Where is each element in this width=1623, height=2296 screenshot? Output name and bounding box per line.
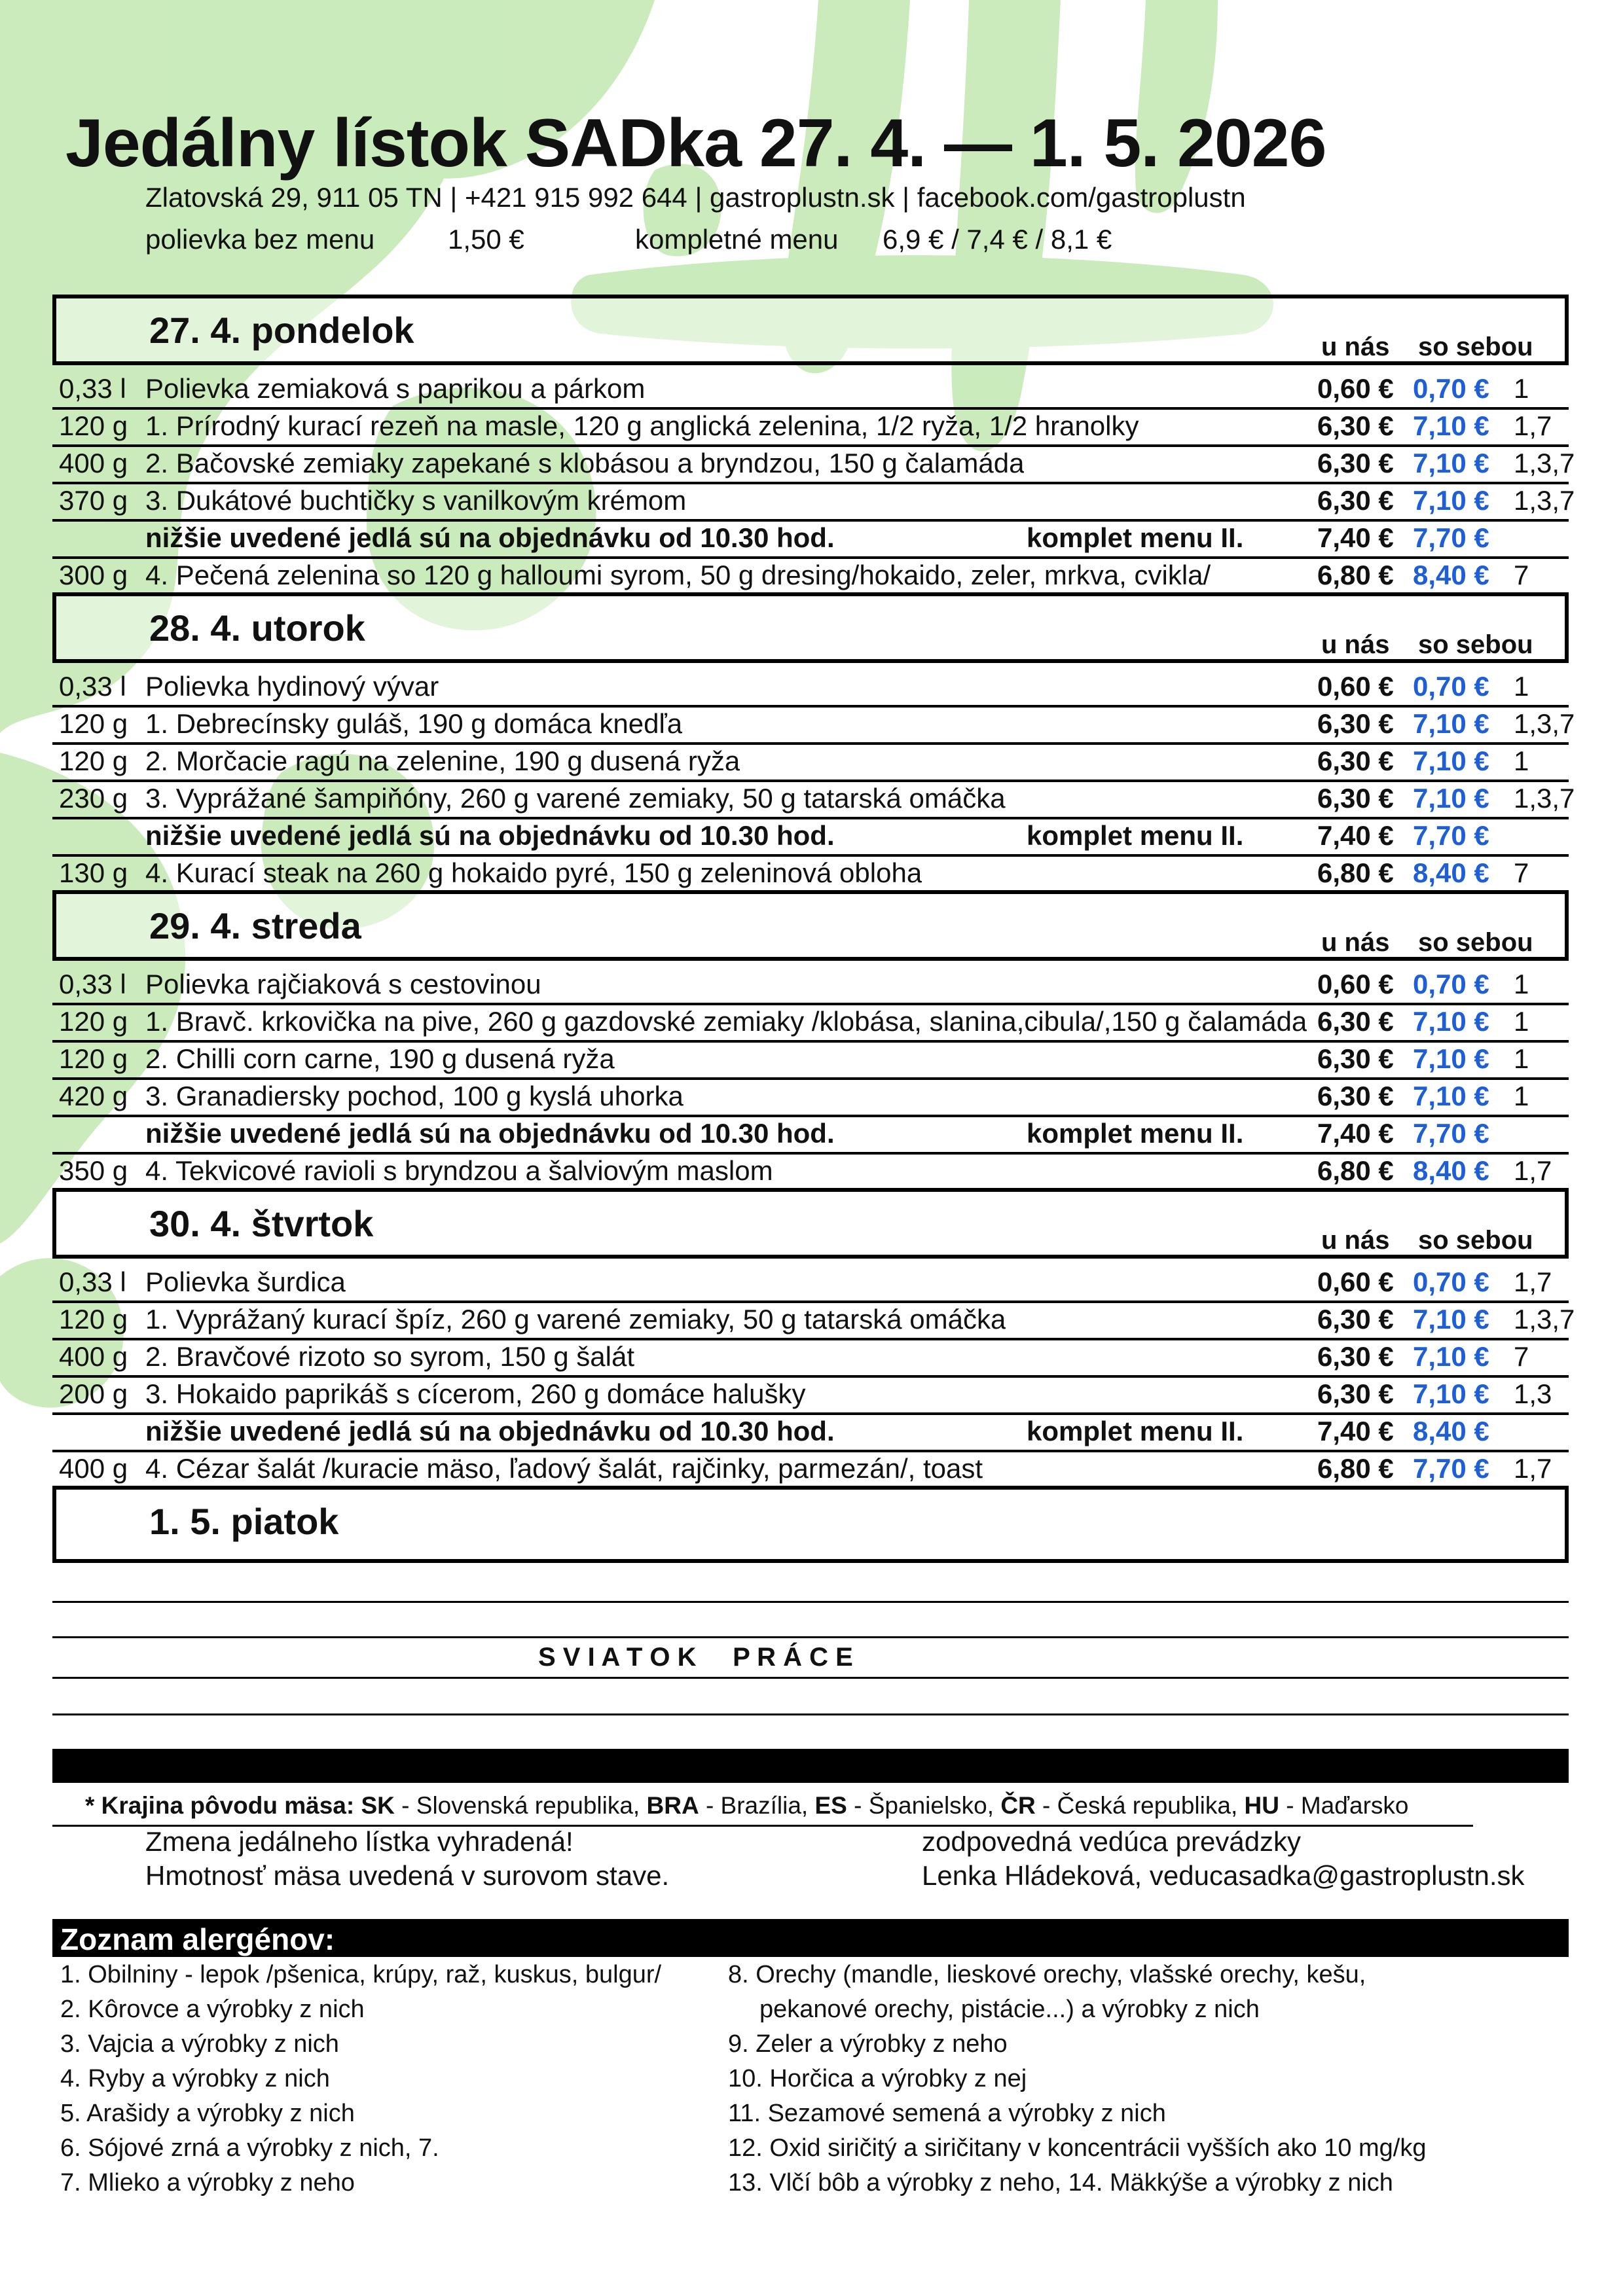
divider xyxy=(52,1636,1569,1638)
col-label-here: u nás xyxy=(1321,1226,1390,1255)
menu-row: 350 g 4. Tekvicové ravioli s bryndzou a šalviovým maslom 6,80 € 8,40 € 1,7 xyxy=(52,1152,1569,1192)
menu-row: 400 g 4. Cézar šalát /kuracie mäso, ľadový šalát, rajčinky, parmezán/, toast 6,80 € 7,70 € 1,7 xyxy=(59,1453,1552,1484)
menu-row: 120 g 1. Bravč. krkovička na pive, 260 g gazdovské zemiaky /klobása, slanina,cibula/,150 g čalamáda 6,30 € 7,10 € 1 xyxy=(52,1003,1569,1043)
menu-row: 120 g 1. Vyprážaný kurací špíz, 260 g varené zemiaky, 50 g tatarská omáčka 6,30 € 7,10 € 1,3,7 xyxy=(52,1300,1569,1340)
allergen-item: 7. Mlieko a výrobky z neho xyxy=(60,2169,355,2197)
col-label-takeaway: so sebou xyxy=(1418,1226,1533,1255)
allergen-item: 9. Zeler a výrobky z neho xyxy=(728,2030,1008,2058)
soup-price-label: polievka bez menu xyxy=(145,224,375,255)
menu-row: 120 g 2. Chilli corn carne, 190 g dusená ryža 6,30 € 7,10 € 1 xyxy=(52,1040,1569,1080)
allergen-item: 10. Horčica a výrobky z nej xyxy=(728,2065,1027,2092)
allergen-item: 3. Vajcia a výrobky z nich xyxy=(60,2030,339,2058)
col-label-takeaway: so sebou xyxy=(1418,332,1533,361)
col-label-takeaway: so sebou xyxy=(1418,630,1533,659)
komplet-row: nižšie uvedené jedlá sú na objednávku od 10.30 hod. komplet menu II. 7,40 € 7,70 € xyxy=(52,519,1569,559)
soup-price: 1,50 € xyxy=(448,224,524,255)
menu-row: 370 g 3. Dukátové buchtičky s vanilkovým krémom 6,30 € 7,10 € 1,3,7 xyxy=(52,482,1569,522)
col-label-here: u nás xyxy=(1321,630,1390,659)
col-label-here: u nás xyxy=(1321,332,1390,361)
footer-note-weight: Hmotnosť mäsa uvedená v surovom stave. xyxy=(145,1860,670,1891)
menu-row: 120 g 1. Debrecínsky guláš, 190 g domáca knedľa 6,30 € 7,10 € 1,3,7 xyxy=(52,705,1569,745)
meat-origin-note: * Krajina pôvodu mäsa: SK - Slovenská republika, BRA - Brazília, ES - Španielsko, ČR - Česká republika, HU - Maďarsko xyxy=(85,1792,1409,1819)
menu-row: 120 g 1. Prírodný kurací rezeň na masle, 120 g anglická zelenina, 1/2 ryža, 1/2 hranolky 6,30 € 7,10 € 1,7 xyxy=(52,407,1569,447)
menu-price-label: kompletné menu xyxy=(635,224,839,255)
allergen-item: 2. Kôrovce a výrobky z nich xyxy=(60,1996,365,2023)
day-name: 30. 4. štvrtok xyxy=(149,1203,374,1244)
menu-row: 420 g 3. Granadiersky pochod, 100 g kyslá uhorka 6,30 € 7,10 € 1 xyxy=(52,1077,1569,1117)
menu-row: 120 g 2. Morčacie ragú na zelenine, 190 g dusená ryža 6,30 € 7,10 € 1 xyxy=(52,742,1569,782)
allergen-item: 12. Oxid siričitý a siričitany v koncentrácii vyšších ako 10 mg/kg xyxy=(728,2134,1427,2162)
day-name: 28. 4. utorok xyxy=(149,607,365,649)
page-title: Jedálny lístok SADka 27. 4. — 1. 5. 2026 xyxy=(65,105,1326,181)
divider xyxy=(52,1677,1569,1679)
footer-manager-label: zodpovedná vedúca prevádzky xyxy=(922,1826,1302,1857)
komplet-row: nižšie uvedené jedlá sú na objednávku od 10.30 hod. komplet menu II. 7,40 € 8,40 € xyxy=(52,1412,1569,1452)
divider xyxy=(52,1713,1569,1715)
allergen-item: 6. Sójové zrná a výrobky z nich, 7. xyxy=(60,2134,439,2162)
allergens-heading: Zoznam alergénov: xyxy=(52,1919,1569,1957)
menu-row: 400 g 2. Bačovské zemiaky zapekané s klobásou a bryndzou, 150 g čalamáda 6,30 € 7,10 € 1,3,7 xyxy=(52,444,1569,484)
col-label-takeaway: so sebou xyxy=(1418,928,1533,957)
menu-row: 0,33 l Polievka hydinový vývar 0,60 € 0,70 € 1 xyxy=(52,668,1569,708)
allergen-item: 1. Obilniny - lepok /pšenica, krúpy, raž, kuskus, bulgur/ xyxy=(60,1961,662,1988)
holiday-note: S V I A T O K P R Á C E xyxy=(538,1643,853,1672)
contact-line: Zlatovská 29, 911 05 TN | +421 915 992 644 | gastroplustn.sk | facebook.com/gastroplustn xyxy=(145,182,1246,213)
komplet-row: nižšie uvedené jedlá sú na objednávku od 10.30 hod. komplet menu II. 7,40 € 7,70 € xyxy=(52,1115,1569,1155)
menu-prices: 6,9 € / 7,4 € / 8,1 € xyxy=(883,224,1112,255)
footer-manager-contact: Lenka Hládeková, veducasadka@gastroplustn.sk xyxy=(922,1860,1525,1891)
day-name: 1. 5. piatok xyxy=(149,1501,339,1542)
menu-row: 0,33 l Polievka zemiaková s paprikou a párkom 0,60 € 0,70 € 1 xyxy=(52,370,1569,410)
allergen-item: 11. Sezamové semená a výrobky z nich xyxy=(728,2100,1166,2127)
allergen-item: 8. Orechy (mandle, lieskové orechy, vlašské orechy, kešu, xyxy=(728,1961,1366,1988)
allergen-item: 4. Ryby a výrobky z nich xyxy=(60,2065,330,2092)
allergen-item: 13. Vlčí bôb a výrobky z neho, 14. Mäkkýše a výrobky z nich xyxy=(728,2169,1393,2197)
allergen-item: 5. Arašidy a výrobky z nich xyxy=(60,2100,355,2127)
menu-row: 300 g 4. Pečená zelenina so 120 g halloumi syrom, 50 g dresing/hokaido, zeler, mrkva, cvikla/ 6,80 € 8,40 € 7 xyxy=(52,556,1569,596)
day-name: 27. 4. pondelok xyxy=(149,310,414,351)
col-label-here: u nás xyxy=(1321,928,1390,957)
divider xyxy=(52,1601,1569,1603)
menu-row: 130 g 4. Kurací steak na 260 g hokaido pyré, 150 g zeleninová obloha 6,80 € 8,40 € 7 xyxy=(52,854,1569,894)
footer-note-change: Zmena jedálneho lístka vyhradená! xyxy=(145,1826,574,1857)
menu-row: 200 g 3. Hokaido paprikáš s cícerom, 260 g domáce halušky 6,30 € 7,10 € 1,3 xyxy=(52,1375,1569,1415)
separator-bar xyxy=(52,1749,1569,1783)
menu-row: 400 g 2. Bravčové rizoto so syrom, 150 g šalát 6,30 € 7,10 € 7 xyxy=(52,1338,1569,1378)
day-header xyxy=(52,1486,1569,1563)
komplet-row: nižšie uvedené jedlá sú na objednávku od 10.30 hod. komplet menu II. 7,40 € 7,70 € xyxy=(52,817,1569,857)
menu-row: 230 g 3. Vyprážané šampiňóny, 260 g varené zemiaky, 50 g tatarská omáčka 6,30 € 7,10 € 1,3,7 xyxy=(52,780,1569,819)
day-name: 29. 4. streda xyxy=(149,905,361,946)
menu-row: 0,33 l Polievka šurdica 0,60 € 0,70 € 1,7 xyxy=(52,1263,1569,1303)
menu-row: 0,33 l Polievka rajčiaková s cestovinou 0,60 € 0,70 € 1 xyxy=(52,965,1569,1005)
allergen-item: pekanové orechy, pistácie...) a výrobky z nich xyxy=(759,1996,1260,2023)
